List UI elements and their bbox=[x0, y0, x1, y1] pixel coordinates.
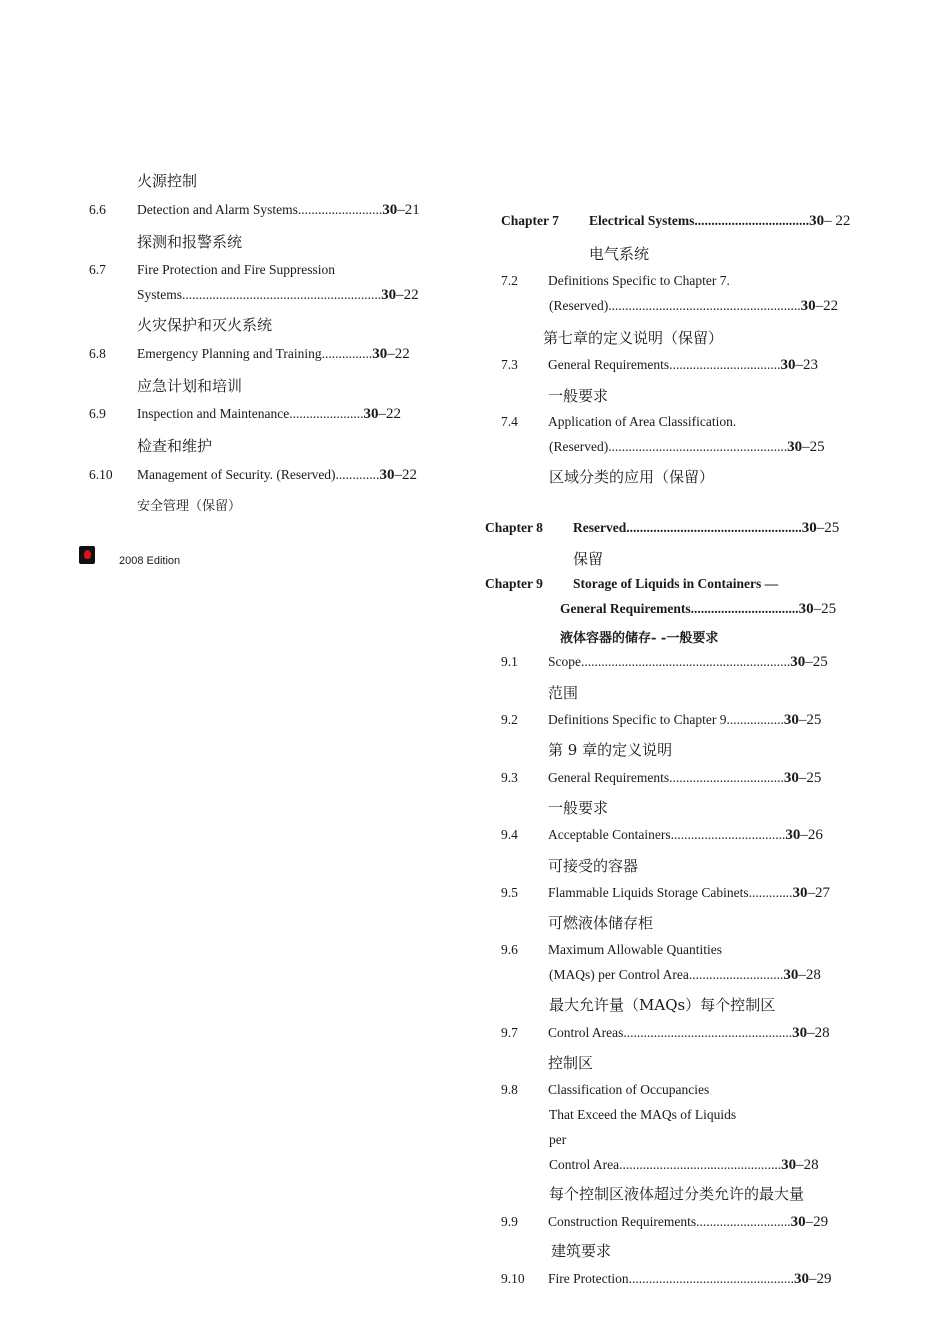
toc-entry-6-7[interactable] bbox=[137, 287, 419, 304]
page-ref-a: 30 bbox=[800, 298, 816, 314]
page-ref-a: 30 bbox=[792, 1025, 808, 1041]
toc-title: Maximum Allowable Quantities bbox=[548, 942, 722, 957]
page-ref-a: 30 bbox=[780, 357, 796, 373]
toc-title: General Requirements................................. bbox=[548, 357, 781, 372]
page-ref-a: 30 bbox=[790, 1214, 806, 1230]
page-ref-a: 30 bbox=[379, 467, 395, 483]
toc-entry-9-9[interactable] bbox=[548, 1214, 828, 1231]
toc-num: 6.10 bbox=[89, 467, 113, 482]
toc-title: Scope.............................................................. bbox=[548, 654, 791, 669]
page-ref-b: –28 bbox=[798, 967, 821, 983]
chapter-9-entry[interactable] bbox=[560, 601, 836, 618]
page-ref-b: –22 bbox=[396, 287, 419, 303]
page-ref bbox=[785, 827, 823, 843]
toc-entry-9-2[interactable] bbox=[548, 712, 821, 729]
toc-entry-7-3[interactable] bbox=[548, 357, 818, 374]
page-ref-a: 30 bbox=[783, 770, 799, 786]
toc-num: 7.3 bbox=[501, 357, 518, 372]
chapter-title: Storage of Liquids in Containers — bbox=[573, 576, 779, 591]
toc-num: 6.9 bbox=[89, 406, 106, 421]
chapter-8-entry[interactable] bbox=[573, 520, 839, 537]
toc-entry-9-4[interactable] bbox=[548, 827, 823, 844]
page-ref bbox=[801, 298, 839, 314]
toc-title: Management of Security. (Reserved)............. bbox=[137, 467, 380, 482]
toc-num: 9.6 bbox=[501, 942, 518, 957]
page-ref bbox=[379, 467, 417, 483]
page-ref bbox=[792, 885, 830, 901]
page-ref-b: –25 bbox=[798, 712, 822, 728]
toc-cn: 检查和维护 bbox=[137, 437, 213, 455]
page-ref-a: 30 bbox=[785, 827, 801, 843]
page-ref-a: 30 bbox=[783, 712, 799, 728]
toc-num: 9.1 bbox=[501, 654, 518, 669]
page-ref-a: 30 bbox=[372, 346, 388, 362]
chapter-cn: 液体容器的储存- -一般要求 bbox=[560, 631, 719, 646]
toc-num: 6.8 bbox=[89, 346, 106, 361]
page-ref-a: 30 bbox=[798, 601, 814, 617]
toc-entry-9-1[interactable] bbox=[548, 654, 828, 671]
toc-num: 9.3 bbox=[501, 770, 518, 785]
toc-title-cont: per bbox=[549, 1132, 567, 1147]
page-ref-a: 30 bbox=[790, 654, 806, 670]
page-ref-b: –22 bbox=[387, 346, 410, 362]
toc-num: 9.8 bbox=[501, 1082, 518, 1097]
page-ref-b: –28 bbox=[807, 1025, 830, 1041]
toc-title-cont: (Reserved)..................................................... bbox=[549, 439, 788, 454]
chapter-title: Reserved.................................................... bbox=[573, 520, 802, 535]
toc-cn: 可燃液体储存柜 bbox=[548, 914, 654, 932]
toc-num: 9.2 bbox=[501, 712, 518, 727]
toc-cn: 范围 bbox=[548, 684, 579, 702]
page-ref-a: 30 bbox=[781, 1157, 797, 1173]
page-ref-a: 30 bbox=[794, 1271, 809, 1287]
toc-title: Definitions Specific to Chapter 7. bbox=[548, 273, 730, 288]
toc-cn: 可接受的容器 bbox=[548, 857, 639, 875]
page-ref-b: –26 bbox=[800, 827, 823, 843]
chapter-cn: 电气系统 bbox=[589, 245, 650, 263]
toc-entry-9-3[interactable] bbox=[548, 770, 821, 787]
page-ref-a: 30 bbox=[792, 885, 808, 901]
toc-num: 7.2 bbox=[501, 273, 518, 288]
toc-cn: 每个控制区液体超过分类允许的最大量 bbox=[549, 1185, 805, 1203]
toc-num: 9.7 bbox=[501, 1025, 518, 1040]
chapter-cn: 保留 bbox=[573, 550, 604, 568]
toc-entry-9-6[interactable] bbox=[549, 967, 821, 984]
toc-cn: 第七章的定义说明（保留） bbox=[543, 329, 724, 347]
toc-cn: 建筑要求 bbox=[551, 1242, 612, 1260]
toc-entry-9-7[interactable] bbox=[548, 1025, 830, 1042]
page-ref-a: 30 bbox=[783, 967, 799, 983]
toc-entry-6-6[interactable] bbox=[137, 202, 420, 219]
page-ref bbox=[784, 770, 822, 786]
page-ref-b: –25 bbox=[816, 520, 840, 536]
toc-title-cont: (Reserved)......................................................... bbox=[549, 298, 801, 313]
page-ref bbox=[809, 213, 850, 229]
page-ref-b: –29 bbox=[805, 1214, 829, 1230]
toc-title: General Requirements.................................. bbox=[548, 770, 784, 785]
page-ref-b: –25 bbox=[805, 654, 828, 670]
nfpa-logo-icon bbox=[79, 546, 95, 564]
page-ref bbox=[363, 406, 401, 422]
toc-entry-9-10[interactable] bbox=[548, 1271, 832, 1288]
toc-cn: 探测和报警系统 bbox=[137, 233, 243, 251]
toc-title-cont: (MAQs) per Control Area............................ bbox=[549, 967, 784, 982]
toc-entry-9-8[interactable] bbox=[549, 1157, 819, 1174]
page-ref bbox=[792, 1025, 830, 1041]
page-ref-a: 30 bbox=[381, 287, 397, 303]
toc-title: Classification of Occupancies bbox=[548, 1082, 710, 1097]
toc-entry-6-8[interactable] bbox=[137, 346, 410, 363]
toc-cn: 一般要求 bbox=[548, 387, 609, 405]
page-ref-b: –21 bbox=[397, 202, 420, 218]
toc-title: Flammable Liquids Storage Cabinets............. bbox=[548, 885, 793, 900]
page-ref-b: –25 bbox=[798, 770, 822, 786]
chapter-title-cont: General Requirements................................ bbox=[560, 601, 799, 616]
toc-entry-7-2[interactable] bbox=[549, 298, 838, 315]
toc-entry-6-10[interactable] bbox=[137, 467, 417, 484]
page-ref-b: –22 bbox=[378, 406, 401, 422]
toc-num: 9.10 bbox=[501, 1271, 525, 1286]
chapter-7-entry[interactable] bbox=[589, 213, 850, 230]
toc-entry-9-5[interactable] bbox=[548, 885, 830, 902]
page-ref bbox=[783, 967, 821, 983]
page-ref-a: 30 bbox=[363, 406, 379, 422]
page-ref-b: –22 bbox=[815, 298, 839, 314]
chapter-label: Chapter 7 bbox=[501, 213, 559, 228]
page-ref bbox=[799, 601, 837, 617]
toc-title: Detection and Alarm Systems......................... bbox=[137, 202, 383, 217]
page-ref bbox=[802, 520, 840, 536]
page-ref-a: 30 bbox=[801, 520, 817, 536]
chapter-label: Chapter 9 bbox=[485, 576, 543, 591]
toc-title: Application of Area Classification. bbox=[548, 414, 737, 429]
toc-num: 9.5 bbox=[501, 885, 518, 900]
toc-title: Emergency Planning and Training............... bbox=[137, 346, 373, 361]
page-ref bbox=[382, 202, 420, 218]
page-ref bbox=[781, 1157, 819, 1173]
toc-title: Fire Protection and Fire Suppression bbox=[137, 262, 335, 277]
page-ref bbox=[780, 357, 818, 373]
chapter-title: Electrical Systems.................................. bbox=[589, 213, 810, 228]
toc-cn: 安全管理（保留） bbox=[137, 499, 242, 514]
page-ref bbox=[790, 654, 828, 670]
toc-num: 9.4 bbox=[501, 827, 518, 842]
toc-title: Inspection and Maintenance...................... bbox=[137, 406, 364, 421]
toc-title-cont: Systems........................................................... bbox=[137, 287, 382, 302]
page-ref bbox=[784, 712, 822, 728]
section-heading-cn: 火源控制 bbox=[137, 172, 198, 190]
toc-num: 9.9 bbox=[501, 1214, 518, 1229]
page-ref-b: –25 bbox=[813, 601, 837, 617]
toc-title: Control Areas.................................................. bbox=[548, 1025, 793, 1040]
page-ref-b: –23 bbox=[795, 357, 818, 373]
page-ref bbox=[794, 1271, 832, 1287]
page-ref-b: – 22 bbox=[824, 213, 851, 229]
page-ref bbox=[381, 287, 419, 303]
toc-cn: 控制区 bbox=[548, 1054, 594, 1072]
toc-title-cont: That Exceed the MAQs of Liquids bbox=[549, 1107, 737, 1122]
toc-cn: 火灾保护和灭火系统 bbox=[137, 316, 273, 334]
toc-num: 6.6 bbox=[89, 202, 106, 217]
toc-entry-6-9[interactable] bbox=[137, 406, 401, 423]
page-ref-b: –22 bbox=[394, 467, 417, 483]
page-ref bbox=[787, 439, 825, 455]
toc-title: Fire Protection................................................. bbox=[548, 1271, 794, 1286]
toc-num: 7.4 bbox=[501, 414, 518, 429]
page-ref bbox=[372, 346, 410, 362]
toc-cn: 第 9 章的定义说明 bbox=[548, 741, 673, 759]
toc-title: Construction Requirements............................ bbox=[548, 1214, 791, 1229]
toc-cn: 区域分类的应用（保留） bbox=[549, 468, 715, 486]
toc-cn: 最大允许量（MAQs）每个控制区 bbox=[549, 996, 776, 1014]
chapter-label: Chapter 8 bbox=[485, 520, 543, 535]
page-ref bbox=[791, 1214, 829, 1230]
toc-cn: 一般要求 bbox=[548, 799, 609, 817]
edition-label: 2008 Edition bbox=[119, 555, 181, 567]
page-ref-b: –29 bbox=[809, 1271, 832, 1287]
page-ref-b: –27 bbox=[807, 885, 830, 901]
toc-num: 6.7 bbox=[89, 262, 106, 277]
page-ref-a: 30 bbox=[809, 213, 825, 229]
page-ref-b: –28 bbox=[796, 1157, 819, 1173]
page-ref-a: 30 bbox=[787, 439, 803, 455]
page-ref-a: 30 bbox=[382, 202, 398, 218]
toc-title-cont: Control Area................................................ bbox=[549, 1157, 782, 1172]
toc-cn: 应急计划和培训 bbox=[137, 377, 243, 395]
page-ref-b: –25 bbox=[802, 439, 825, 455]
toc-title: Acceptable Containers.................................. bbox=[548, 827, 786, 842]
toc-entry-7-4[interactable] bbox=[549, 439, 825, 456]
toc-title: Definitions Specific to Chapter 9................. bbox=[548, 712, 784, 727]
